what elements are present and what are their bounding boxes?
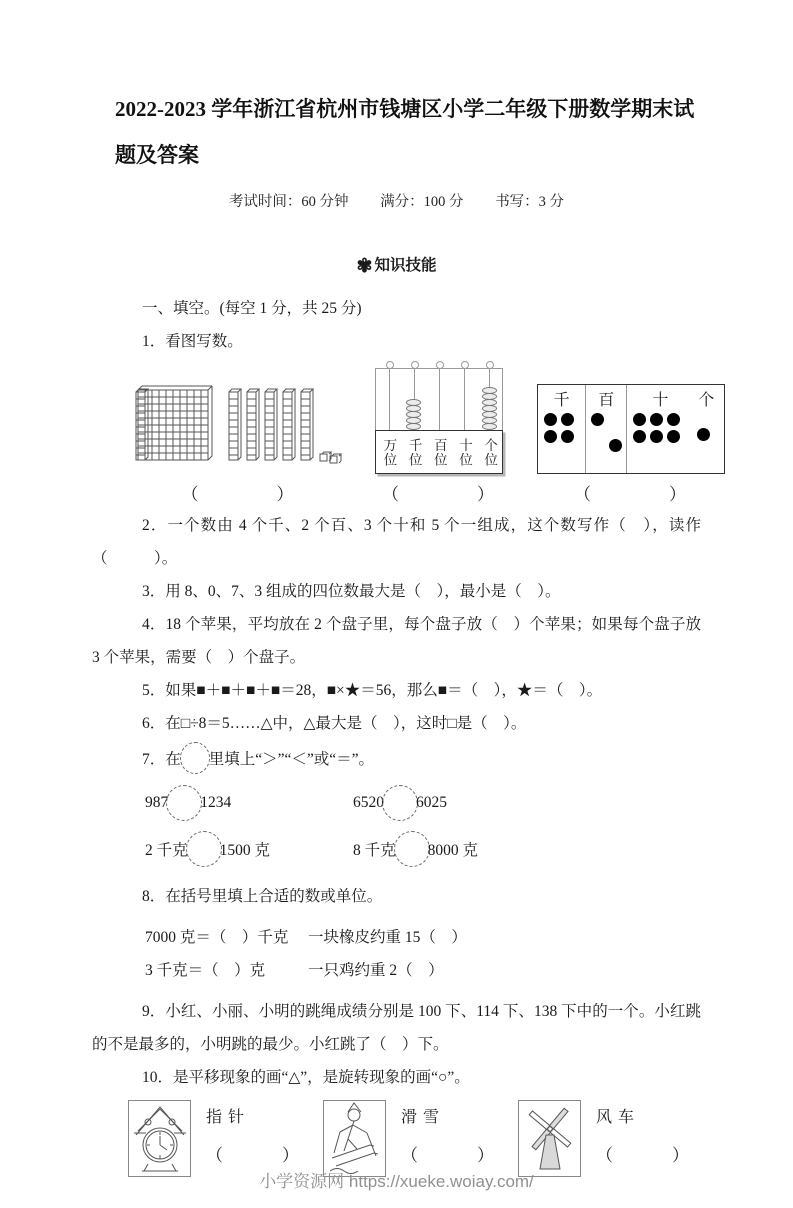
place-value-chart [537, 384, 725, 474]
abacus-label-box [375, 430, 503, 474]
q8-item: 7000 克＝（ ）千克 [145, 929, 289, 946]
compare-pair [145, 785, 353, 821]
q8-item: 一块橡皮约重 15（ ） [308, 929, 467, 946]
compare-circle [382, 785, 418, 821]
abacus-label-bai: 百位 [431, 437, 447, 467]
question-2: 2．一个数由 4 个千、2 个百、3 个十和 5 个一组成，这个数写作（ ），读作（ ）。 [92, 517, 701, 567]
compare-right: 6025 [416, 794, 447, 811]
exam-meta [0, 190, 793, 211]
q7-prefix: 7．在 [142, 751, 181, 768]
abacus-label-shi: 十位 [456, 437, 472, 467]
pv-head-thousands: 千 [553, 392, 570, 409]
full-score: 满分：100 分 [380, 194, 464, 210]
q10-item-windmill [518, 1100, 710, 1177]
q10-label: 风车 [596, 1109, 641, 1126]
compare-left: 6520 [353, 794, 384, 811]
pv-col-thousands [538, 385, 586, 473]
clock-image [130, 1101, 190, 1177]
pv-col-tens-ones [627, 385, 724, 473]
q8-item: 一只鸡约重 2（ ） [308, 962, 444, 979]
compare-right: 8000 克 [427, 842, 479, 859]
question-6: 6．在□÷8＝5……△中，△最大是（ ），这时□是（ ）。 [142, 715, 527, 732]
exam-time: 考试时间：60 分钟 [228, 194, 349, 210]
abacus-frame [375, 368, 503, 430]
skier-image-box [323, 1100, 386, 1177]
question-5: 5．如果■＋■＋■＋■＝28，■×★＝56，那么■＝（ ），★＝（ ）。 [142, 682, 603, 699]
compare-left: 2 千克 [145, 842, 188, 859]
question-7 [92, 740, 701, 780]
compare-left: 8 千克 [353, 842, 396, 859]
abacus-label-ge: 个位 [482, 437, 498, 467]
skier-image [325, 1101, 385, 1177]
q10-item-clock [128, 1100, 320, 1177]
windmill-image-box [518, 1100, 581, 1177]
abacus-label-wan: 万位 [381, 437, 397, 467]
q8-item: 3 千克＝（ ）克 [145, 962, 266, 979]
q10-blank: （ ） [206, 1146, 301, 1165]
flower-icon: ✾ [356, 256, 373, 277]
compare-row-2 [145, 826, 793, 872]
compare-left: 987 [145, 794, 169, 811]
q10-item-side [206, 1100, 301, 1177]
pv-head-tens: 十 [652, 392, 669, 409]
place-value-chart-figure [537, 384, 725, 505]
compare-circle [166, 785, 202, 821]
q7-compare-circle [180, 742, 210, 774]
section-label: 知识技能 [374, 257, 437, 274]
base-ten-blocks-image [136, 382, 341, 474]
abacus-rod-wan [376, 369, 401, 430]
abacus-rod-qian [401, 369, 426, 430]
q10-item-side [401, 1100, 496, 1177]
q10-blank: （ ） [596, 1146, 691, 1165]
question-1: 1．看图写数。 [142, 333, 243, 350]
q10-blank: （ ） [401, 1146, 496, 1165]
pv-col-hundreds [586, 385, 627, 473]
q8-row-2 [145, 954, 793, 987]
clock-image-box [128, 1100, 191, 1177]
q1-blank-blocks: （ ） [181, 485, 296, 504]
part1-heading: 一、填空。(每空 1 分，共 25 分) [142, 300, 362, 317]
q10-item-skier [323, 1100, 515, 1177]
base-ten-blocks-figure [136, 382, 341, 505]
abacus-figure [375, 368, 503, 505]
q8-row-1 [145, 921, 793, 954]
site-footer: 小学资源网 https://xueke.woiay.com/ [259, 1172, 534, 1191]
compare-right: 1500 克 [219, 842, 271, 859]
question-4: 4．18 个苹果，平均放在 2 个盘子里，每个盘子放（ ）个苹果；如果每个盘子放 3 个苹果，需要（ ）个盘子。 [92, 616, 701, 666]
q10-images-row [128, 1100, 793, 1177]
compare-row-1 [145, 780, 793, 826]
abacus-label-qian: 千位 [406, 437, 422, 467]
question-10: 10．是平移现象的画“△”，是旋转现象的画“○”。 [142, 1069, 470, 1086]
abacus-image [375, 368, 503, 474]
page-title: 2022-2023 学年浙江省杭州市钱塘区小学二年级下册数学期末试题及答案 [115, 97, 695, 167]
windmill-image [520, 1101, 580, 1177]
compare-pair [353, 831, 478, 867]
exam-paper-page [0, 86, 793, 1208]
question-3: 3．用 8、0、7、3 组成的四位数最大是（ ），最小是（ ）。 [142, 583, 561, 600]
compare-circle [394, 831, 430, 867]
q10-label: 滑雪 [401, 1109, 446, 1126]
q7-suffix: 里填上“＞”“＜”或“＝”。 [208, 751, 375, 768]
abacus-rod-shi [452, 369, 477, 430]
q10-item-side [596, 1100, 691, 1177]
abacus-rod-ge [477, 369, 502, 430]
section-header [0, 253, 793, 278]
compare-circle [186, 831, 222, 867]
handwriting-score: 书写：3 分 [495, 194, 565, 210]
compare-pair [145, 831, 353, 867]
pv-head-hundreds: 百 [598, 392, 615, 409]
pv-head-ones: 个 [698, 392, 715, 409]
q1-blank-abacus: （ ） [382, 485, 496, 504]
q1-figures-row [136, 368, 793, 505]
q10-label: 指针 [206, 1109, 251, 1126]
abacus-rod-bai [426, 369, 451, 430]
compare-right: 1234 [200, 794, 232, 811]
question-8: 8．在括号里填上合适的数或单位。 [142, 888, 383, 905]
question-9: 9．小红、小丽、小明的跳绳成绩分别是 100 下、114 下、138 下中的一个。小红跳的不是最多的，小明跳的最少。小红跳了（ ）下。 [92, 1003, 701, 1053]
compare-pair [353, 785, 447, 821]
q1-blank-pvchart: （ ） [574, 485, 688, 504]
